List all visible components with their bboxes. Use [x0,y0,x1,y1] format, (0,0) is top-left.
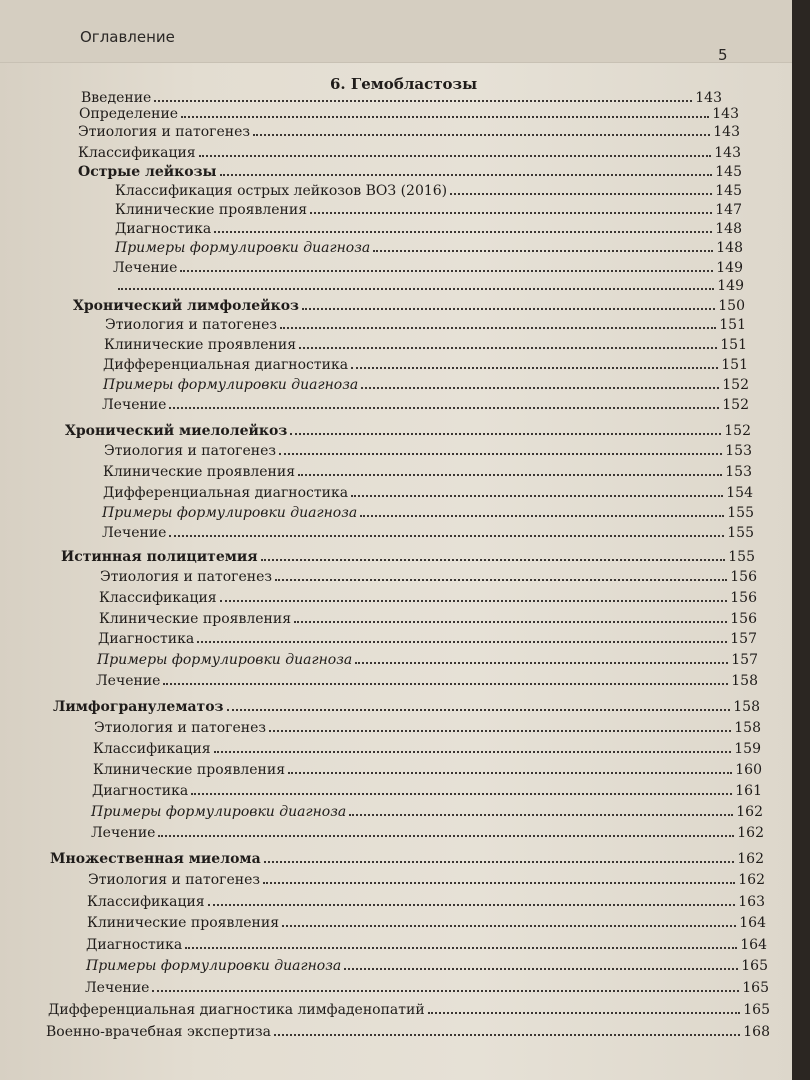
toc-entry-page: 158 [731,673,758,689]
toc-entry [86,954,768,974]
toc-entry-title: Диагностика [86,937,183,953]
toc-entry [53,695,760,715]
toc-entry-page: 152 [722,377,749,393]
toc-entry-page: 162 [737,851,764,867]
toc-entry [103,481,753,501]
dot-leader [169,535,724,537]
toc-entry [115,198,742,218]
toc-entry-title: Примеры формулировки диагноза [91,804,347,820]
toc-entry-page: 148 [715,221,742,237]
toc-entry [88,868,765,888]
toc-entry-title: Лечение [96,673,161,689]
toc-entry-page: 165 [743,1002,770,1018]
dot-leader [428,1012,740,1014]
dot-leader [280,327,716,329]
toc-entry-title: Лечение [113,260,178,276]
toc-entry [78,120,740,140]
toc-entry-page: 151 [721,357,748,373]
toc-entry-title: Клинические проявления [103,464,296,480]
toc-entry-page: 153 [725,443,752,459]
dot-leader [349,814,733,816]
toc-entry-title: Классификация [93,741,211,757]
toc-entry [102,393,749,413]
toc-entry-title: Военно-врачебная экспертиза [46,1024,272,1040]
toc-entry [102,521,754,541]
toc-entry [102,501,754,521]
dot-leader [152,990,739,992]
dot-leader [351,367,718,369]
dot-leader [275,579,727,581]
toc-entry-page: 143 [695,90,722,106]
dot-leader [282,925,736,927]
toc-entry-title: Лечение [102,397,167,413]
toc-entry-page: 162 [736,804,763,820]
dot-leader [264,861,734,863]
toc-entry-title: Хронический лимфолейкоз [73,298,299,314]
toc-entry-title: Этиология и патогенез [94,720,266,736]
toc-entry-page: 165 [742,980,769,996]
toc-entry-title: Истинная полицитемия [61,549,258,565]
dot-leader [302,308,715,310]
toc-entry-page: 165 [741,958,768,974]
dot-leader [181,116,709,118]
toc-entry-page: 164 [739,915,766,931]
dot-leader [351,495,723,497]
toc-entry [100,565,757,585]
toc-entry [78,160,742,180]
toc-entry [97,648,758,668]
toc-entry [48,998,770,1018]
toc-entry-page: 151 [720,337,747,353]
toc-entry-title: Дифференциальная диагностика [103,357,349,373]
toc-entry-title: Этиология и патогенез [105,317,277,333]
toc-entry-page: 143 [713,124,740,140]
dot-leader [180,270,713,272]
dot-leader [214,231,712,233]
toc-entry [94,716,761,736]
toc-entry [87,911,766,931]
toc-entry [98,627,757,647]
toc-entry-title: Хронический миелолейкоз [65,423,288,439]
toc-entry [104,333,747,353]
toc-entry [99,586,757,606]
dot-leader [199,155,711,157]
dot-leader [191,793,732,795]
toc-entry-page: 168 [743,1024,770,1040]
toc-entry-title: Этиология и патогенез [104,443,276,459]
toc-entry-page: 153 [725,464,752,480]
toc-entry [103,353,748,373]
toc-entry-title: Дифференциальная диагностика [103,485,349,501]
toc-entry-title: Примеры формулировки диагноза [102,505,358,521]
dot-leader [360,515,724,517]
toc-entry [46,1020,770,1040]
toc-entry-title: Множественная миелома [50,851,261,867]
toc-entry-title: Примеры формулировки диагноза [115,240,371,256]
dot-leader [197,641,727,643]
toc-entry-page: 154 [726,485,753,501]
dot-leader [290,433,721,435]
toc-entry-page: 160 [735,762,762,778]
dot-leader [261,559,725,561]
toc-entry-page: 157 [730,631,757,647]
toc-entry-page: 151 [719,317,746,333]
toc-entry-title: Клинические проявления [87,915,280,931]
toc-entry-title: Примеры формулировки диагноза [97,652,353,668]
toc-entry [104,439,752,459]
toc-entry-page: 148 [716,240,743,256]
toc-entry-page: 162 [737,825,764,841]
toc-entry-page: 158 [733,699,760,715]
toc-entry-page: 149 [716,260,743,276]
toc-entry-title: Клинические проявления [93,762,286,778]
toc-entry-title: Этиология и патогенез [88,872,260,888]
toc-entry-title: Лимфогранулематоз [53,699,224,715]
toc-entry [92,779,762,799]
toc-entry-title: Классификация [78,145,196,161]
toc-entry-page: 145 [715,183,742,199]
page-number: 5 [718,46,728,64]
dot-leader [344,968,738,970]
toc-entry-page: 156 [730,569,757,585]
toc-entry-page: 152 [722,397,749,413]
chapter-title: 6. Гемобластозы [330,75,478,93]
toc-entry [103,460,752,480]
dot-leader [355,662,728,664]
toc-entry-title: Клинические проявления [99,611,292,627]
dot-leader [253,134,710,136]
toc-entry-page: 152 [724,423,751,439]
toc-entry [91,821,764,841]
toc-entry-page: 158 [734,720,761,736]
toc-entry-title: Лечение [91,825,156,841]
toc-entry-page: 150 [718,298,745,314]
toc-entry-page: 156 [730,611,757,627]
toc-entry-page: 156 [730,590,757,606]
toc-entry-title: Классификация [99,590,217,606]
toc-entry [93,758,762,778]
toc-entry-page: 159 [734,741,761,757]
toc-entry [99,607,757,627]
toc-entry-page: 147 [715,202,742,218]
toc-entry-page: 164 [740,937,767,953]
dot-leader [299,347,717,349]
toc-entry-title: Острые лейкозы [78,164,217,180]
toc-entry-page: 162 [738,872,765,888]
dot-leader [163,683,728,685]
toc-entry [115,236,743,256]
toc-entry-title: Клинические проявления [104,337,297,353]
toc-entry-page: 157 [731,652,758,668]
toc-entry-page: 161 [735,783,762,799]
toc-entry-title: Диагностика [92,783,189,799]
toc-entry-title: Диагностика [98,631,195,647]
toc-entry [85,976,769,996]
toc-entry-page: 163 [738,894,765,910]
toc-entry-page: 155 [727,525,754,541]
dot-leader [274,1034,740,1036]
toc-entry [91,800,763,820]
toc-entry [78,141,741,161]
toc-entry [105,313,746,333]
dot-leader [169,407,719,409]
toc-entry [86,933,767,953]
toc-entry-title: Этиология и патогенез [100,569,272,585]
dot-leader [185,947,737,949]
dot-leader [227,709,731,711]
dot-leader [279,453,722,455]
toc-entry-title: Определение [79,106,179,122]
toc-entry-title: Клинические проявления [115,202,308,218]
toc-entry [87,890,765,910]
toc-entry-title: Лечение [102,525,167,541]
dot-leader [263,882,735,884]
toc-entry-title: Этиология и патогенез [78,124,250,140]
toc-entry-page: 149 [717,278,744,294]
toc-entry-page: 145 [715,164,742,180]
toc-entry-title: Введение [81,90,152,106]
toc-entry-title: Примеры формулировки диагноза [103,377,359,393]
toc-entry-page: 143 [712,106,739,122]
toc-entry [65,419,751,439]
dot-leader [450,193,712,195]
dot-leader [158,835,734,837]
dot-leader [208,904,735,906]
dot-leader [118,288,714,290]
dot-leader [269,730,731,732]
toc-entry-title: Примеры формулировки диагноза [86,958,342,974]
toc-entry [115,179,742,199]
toc-entry [73,294,745,314]
dot-leader [373,250,713,252]
toc-entry-page: 143 [714,145,741,161]
dot-leader [214,751,731,753]
dot-leader [220,600,727,602]
toc-entry [79,102,739,122]
toc-entry-title: Дифференциальная диагностика лимфаденопатий [48,1002,425,1018]
toc-entry [115,274,744,294]
toc-entry [61,545,755,565]
toc-entry [50,847,764,867]
dot-leader [294,621,727,623]
toc-entry-title: Лечение [85,980,150,996]
toc-entry-page: 155 [727,505,754,521]
toc-entry [115,217,742,237]
dot-leader [220,174,712,176]
toc-entry [113,256,743,276]
toc-entry-title: Классификация [87,894,205,910]
dot-leader [361,387,719,389]
dot-leader [288,772,732,774]
toc-entry [96,669,758,689]
toc-entry-title: Классификация острых лейкозов ВОЗ (2016) [115,183,448,199]
toc-entry [103,373,749,393]
toc-entry-page: 155 [728,549,755,565]
running-title: Оглавление [80,28,175,46]
dot-leader [298,474,722,476]
dot-leader [310,212,712,214]
toc-entry-title: Диагностика [115,221,212,237]
toc-entry [93,737,761,757]
